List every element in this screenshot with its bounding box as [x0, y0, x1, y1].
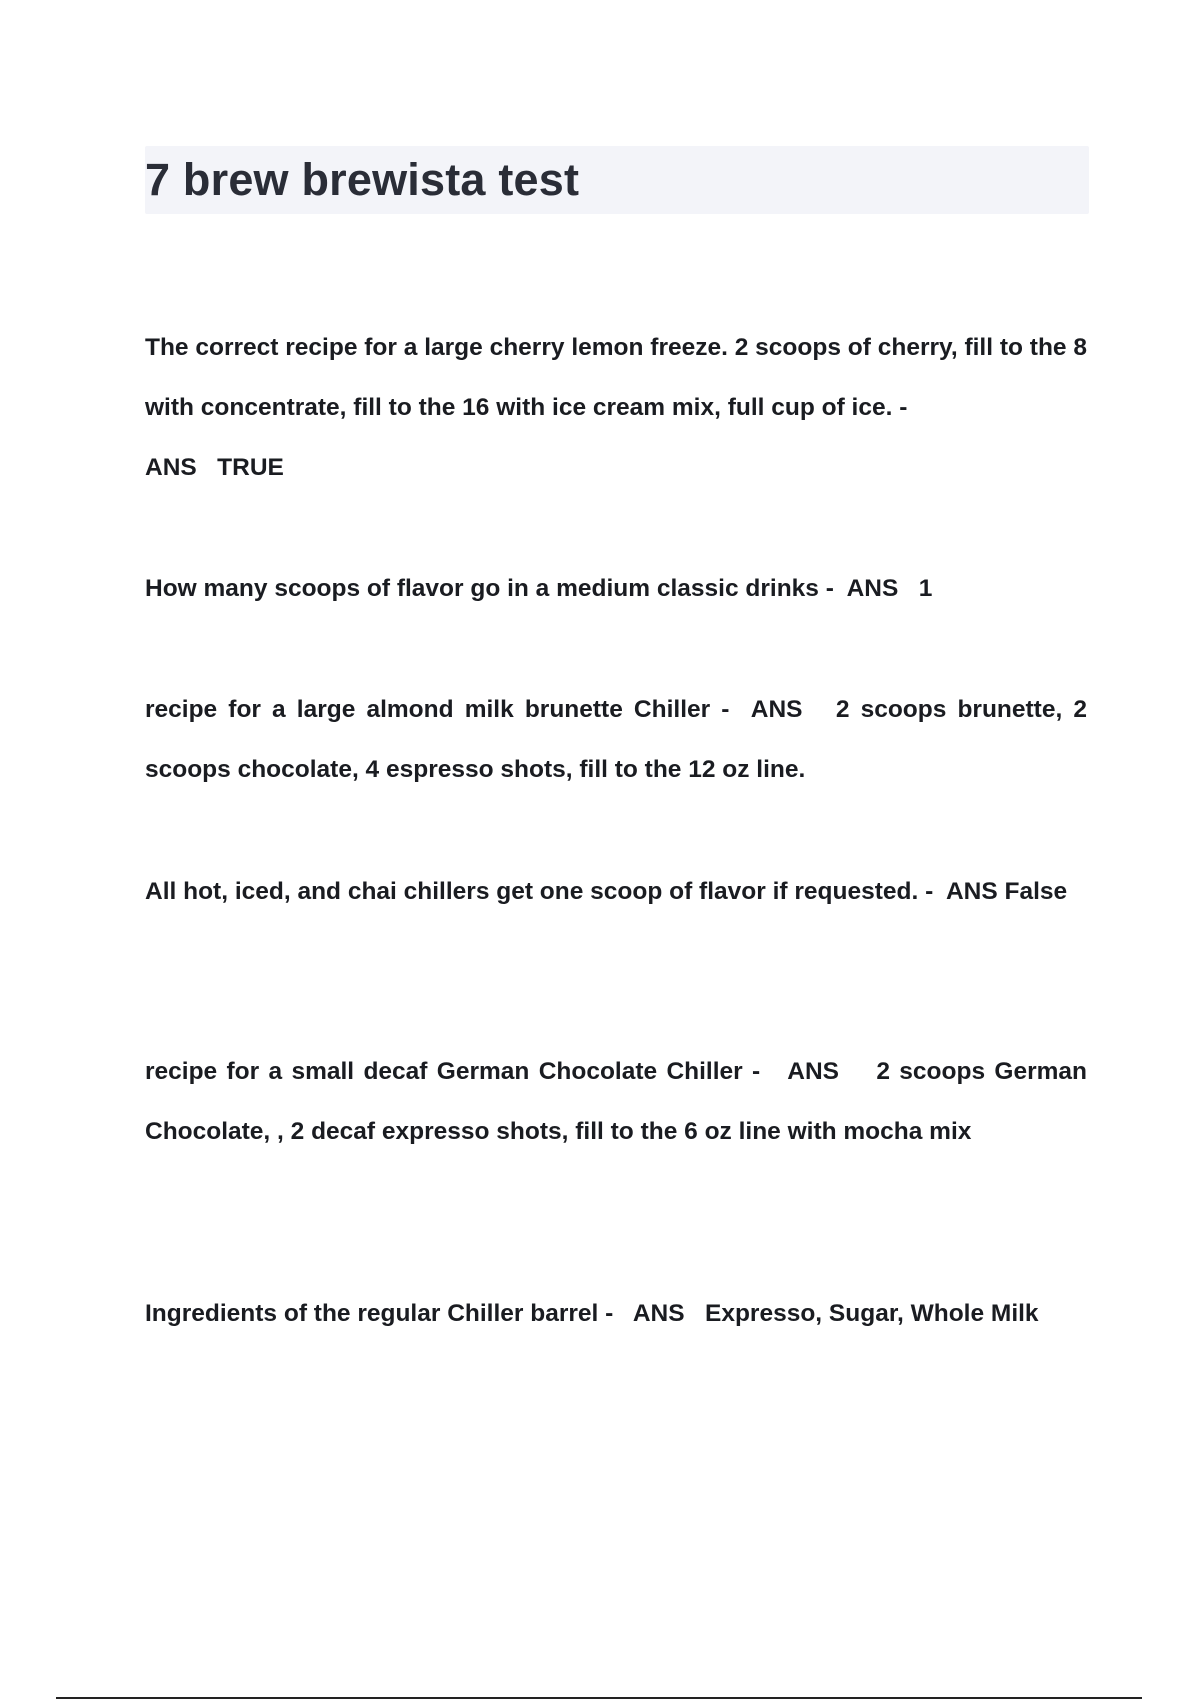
question-text: The correct recipe for a large cherry lemon freeze. 2 scoops of cherry, fill to the 8 with concentrate, fill to the 16 with ice cream mix, full cup of ice.	[145, 334, 1094, 421]
ans-label: ANS	[145, 454, 197, 481]
answer-text: 1	[898, 575, 933, 602]
question-text: recipe for a large almond milk brunette Chiller	[145, 696, 711, 723]
ans-label: ANS	[632, 1300, 685, 1327]
answer-text: TRUE	[196, 454, 284, 481]
qa-item-1	[145, 318, 1094, 498]
qa-separator: -	[742, 1058, 788, 1085]
document-title: 7 brew brewista test	[145, 154, 580, 205]
question-text: All hot, iced, and chai chillers get one scoop of flavor if requested.	[145, 878, 919, 905]
qa-separator: -	[598, 1300, 633, 1327]
footer-rule	[56, 1697, 1142, 1699]
ans-label: ANS	[945, 878, 998, 905]
qa-item-6	[145, 1284, 1087, 1344]
ans-label: ANS	[846, 575, 899, 602]
qa-item-2	[145, 559, 1087, 619]
ans-label: ANS	[750, 696, 803, 723]
question-text: recipe for a small decaf German Chocolate Chiller	[145, 1058, 743, 1085]
qa-separator: -	[918, 878, 946, 905]
answer-text: Expresso, Sugar, Whole Milk	[684, 1300, 1039, 1327]
qa-separator: -	[710, 696, 751, 723]
answer-text: False	[997, 878, 1068, 905]
qa-item-3	[145, 680, 1094, 800]
answer-text: 2 scoops brunette, 2 scoops chocolate, 4 espresso shots, fill to the 12 oz line.	[145, 696, 1094, 783]
answer-text: 2 scoops German Chocolate, , 2 decaf expresso shots, fill to the 6 oz line with mocha mix	[145, 1058, 1094, 1145]
qa-separator: -	[899, 394, 908, 421]
qa-item-5	[145, 1042, 1094, 1162]
qa-item-4	[145, 862, 1087, 922]
question-text: How many scoops of flavor go in a medium classic drinks	[145, 575, 819, 602]
question-text: Ingredients of the regular Chiller barrel	[145, 1300, 599, 1327]
ans-label: ANS	[787, 1058, 840, 1085]
qa-separator: -	[818, 575, 847, 602]
